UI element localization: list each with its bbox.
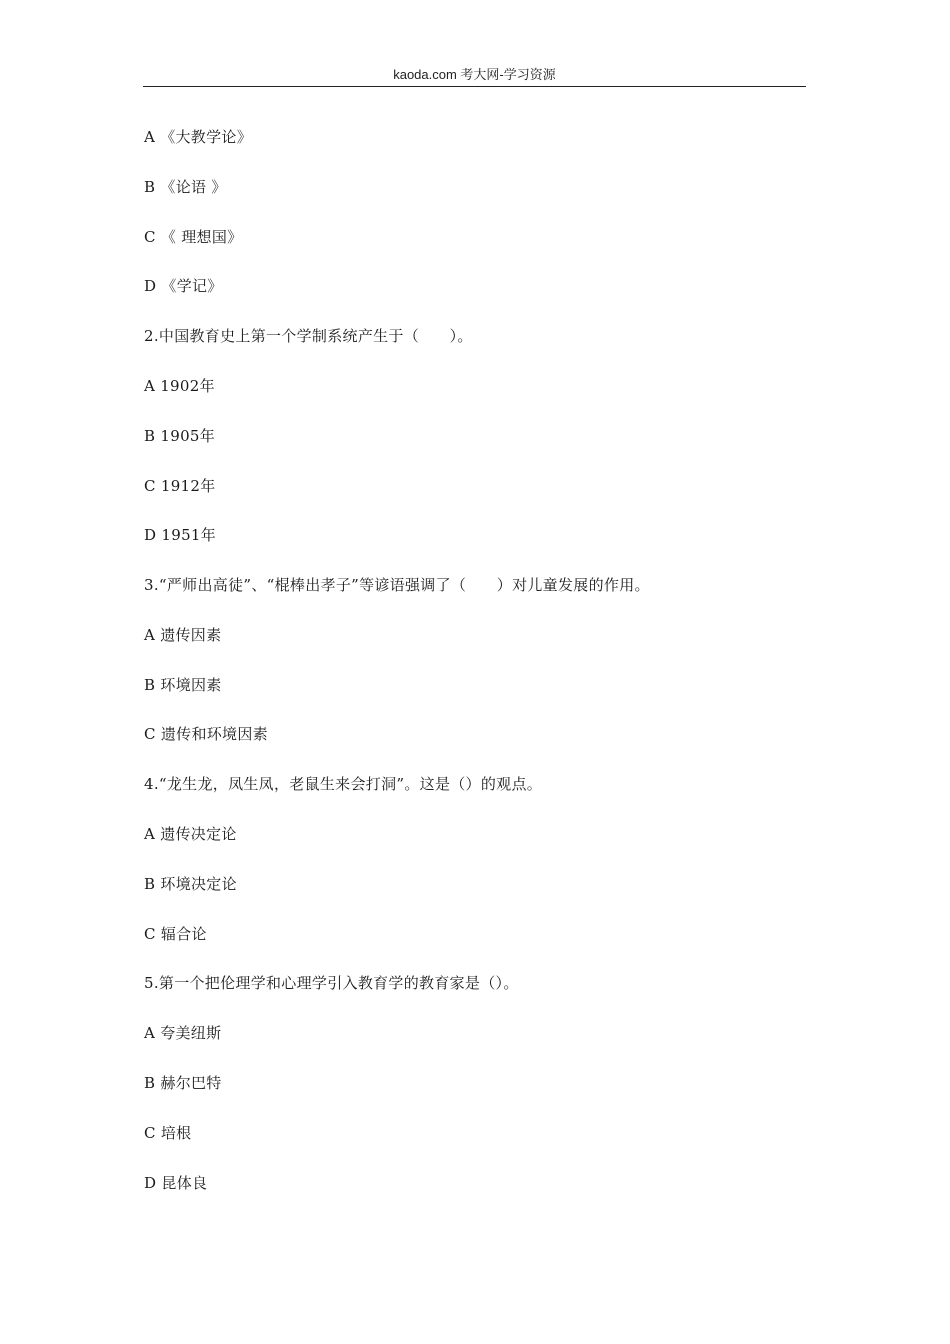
option-1b: B 《论语 》 <box>144 178 227 196</box>
option-3b: B 环境因素 <box>144 676 222 694</box>
option-1d: D 《学记》 <box>144 277 223 295</box>
question-2: 2.中国教育史上第一个学制系统产生于（ ）。 <box>144 327 473 345</box>
option-4b: B 环境决定论 <box>144 875 237 893</box>
option-5c: C 培根 <box>144 1124 192 1142</box>
option-3c: C 遗传和环境因素 <box>144 725 268 743</box>
page-header <box>143 64 806 87</box>
option-4a: A 遗传决定论 <box>144 825 237 843</box>
option-3a: A 遗传因素 <box>144 626 222 644</box>
question-5: 5.第一个把伦理学和心理学引入教育学的教育家是（）。 <box>144 974 519 992</box>
header-source-text: kaoda.com 考大网-学习资源 <box>393 67 556 82</box>
question-4: 4.“龙生龙，凤生凤，老鼠生来会打洞”。这是（）的观点。 <box>144 775 543 793</box>
option-5a: A 夸美纽斯 <box>144 1024 222 1042</box>
option-5d: D 昆体良 <box>144 1174 208 1192</box>
option-4c: C 辐合论 <box>144 925 207 943</box>
question-3: 3.“严师出高徒”、“棍棒出孝子”等谚语强调了（ ）对儿童发展的作用。 <box>144 576 650 594</box>
option-2a: A 1902年 <box>144 377 215 395</box>
option-1a: A 《大教学论》 <box>144 128 253 146</box>
option-5b: B 赫尔巴特 <box>144 1074 222 1092</box>
option-1c: C 《 理想国》 <box>144 228 243 246</box>
option-2b: B 1905年 <box>144 427 216 445</box>
option-2c: C 1912年 <box>144 477 216 495</box>
option-2d: D 1951年 <box>144 526 217 544</box>
